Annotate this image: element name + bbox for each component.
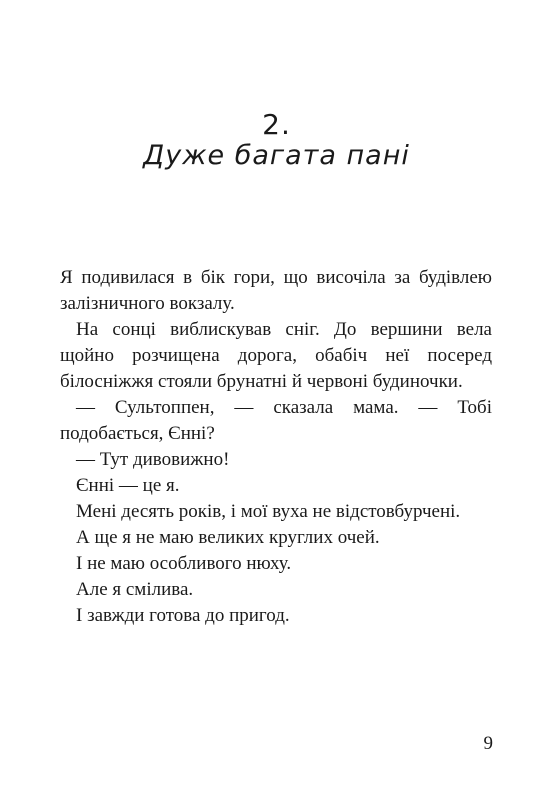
paragraph: — Тут дивовижно! — [76, 449, 230, 470]
paragraph: Мені десять років, і мої вуха не відстовбурчені. — [76, 501, 461, 522]
paragraph: На сонці виблискував сніг. До вершини вела щойно розчищена дорога, обабіч неї посеред білосніжжя стояли брунатні й червоні будиночки. — [60, 319, 492, 392]
chapter-number: 2. — [262, 108, 291, 141]
paragraph: — Сультоппен, — сказала мама. — Тобі подобається, Єнні? — [60, 397, 492, 444]
paragraph: Я подивилася в бік гори, що височіла за будівлею залізничного вокзалу. — [60, 267, 492, 314]
paragraph: І завжди готова до пригод. — [76, 605, 290, 626]
page-number: 9 — [483, 733, 493, 754]
paragraph: Єнні — це я. — [76, 475, 180, 496]
paragraph: І не маю особливого нюху. — [76, 553, 292, 574]
body-text — [60, 265, 492, 629]
paragraph: А ще я не маю великих круглих очей. — [76, 527, 380, 548]
chapter-title: Дуже багата пані — [143, 140, 410, 171]
paragraph: Але я смілива. — [76, 579, 194, 600]
